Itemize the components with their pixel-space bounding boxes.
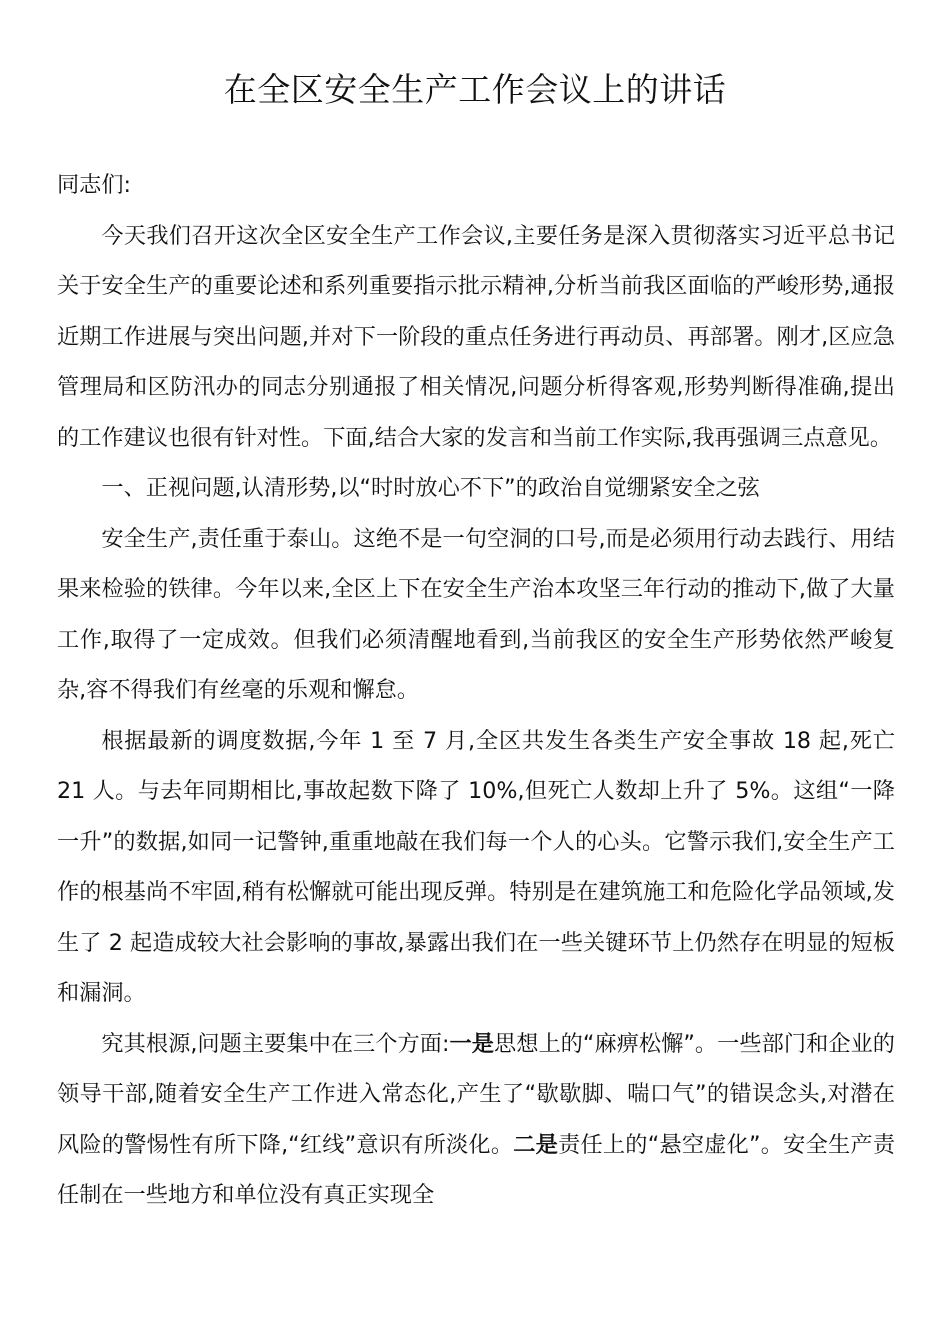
point-two-label: 二是 — [513, 1131, 559, 1158]
point-two-text: 责任上的“悬空虚化”。安全生产责任制在一些地方和单位没有真正实现全 — [57, 1131, 896, 1208]
paragraph-intro: 今天我们召开这次全区安全生产工作会议,主要任务是深入贯彻落实习近平总书记关于安全生产的重要论述和系列重要指示批示精神,分析当前我区面临的严峻形势,通报近期工作进展与突出问题,并对下一阶段的重点任务进行再动员、再部署。刚才,区应急管理局和区防汛办的同志分别通报了相关情况,问题分析得客观,形势判断得准确,提出的工作建议也很有针对性。下面,结合大家的发言和当前工作实际,我再强调三点意见。 — [57, 222, 895, 451]
document-title: 在全区安全生产工作会议上的讲话 — [223, 70, 727, 109]
point-one-text: 思想上的“麻痹松懈”。一些部门和企业的领导干部,随着安全生产工作进入常态化,产生了“歇歇脚、喘口气”的错误念头,对潜在风险的警惕性有所下降,“红线”意识有所淡化。 — [57, 1030, 895, 1158]
section-heading-1: 一、正视问题,认清形势,以“时时放心不下”的政治自觉绷紧安全之弦 — [101, 475, 760, 501]
root-causes-intro: 究其根源,问题主要集中在三个方面: — [101, 1030, 450, 1057]
point-one-label: 一是 — [449, 1030, 494, 1057]
salutation: 同志们: — [57, 172, 132, 198]
document-body — [57, 160, 895, 1221]
paragraph-safety-responsibility: 安全生产,责任重于泰山。这绝不是一句空洞的口号,而是必须用行动去践行、用结果来检验的铁律。今年以来,全区上下在安全生产治本攻坚三年行动的推动下,做了大量工作,取得了一定成效。但我们必须清醒地看到,当前我区的安全生产形势依然严峻复杂,容不得我们有丝毫的乐观和懈怠。 — [57, 525, 895, 703]
paragraph-accident-data: 根据最新的调度数据,今年 1 至 7 月,全区共发生各类生产安全事故 18 起,死亡 21 人。与去年同期相比,事故起数下降了 10%,但死亡人数却上升了 5%。这组“一降一升”的数据,如同一记警钟,重重地敲在我们每一个人的心头。它警示我们,安全生产工作的根基尚不牢固,稍有松懈就可能出现反弹。特别是在建筑施工和危险化学品领域,发生了 2 起造成较大社会影响的事故,暴露出我们在一些关键环节上仍然存在明显的短板和漏洞。 — [57, 727, 895, 1006]
paragraph-root-causes — [57, 1019, 895, 1221]
